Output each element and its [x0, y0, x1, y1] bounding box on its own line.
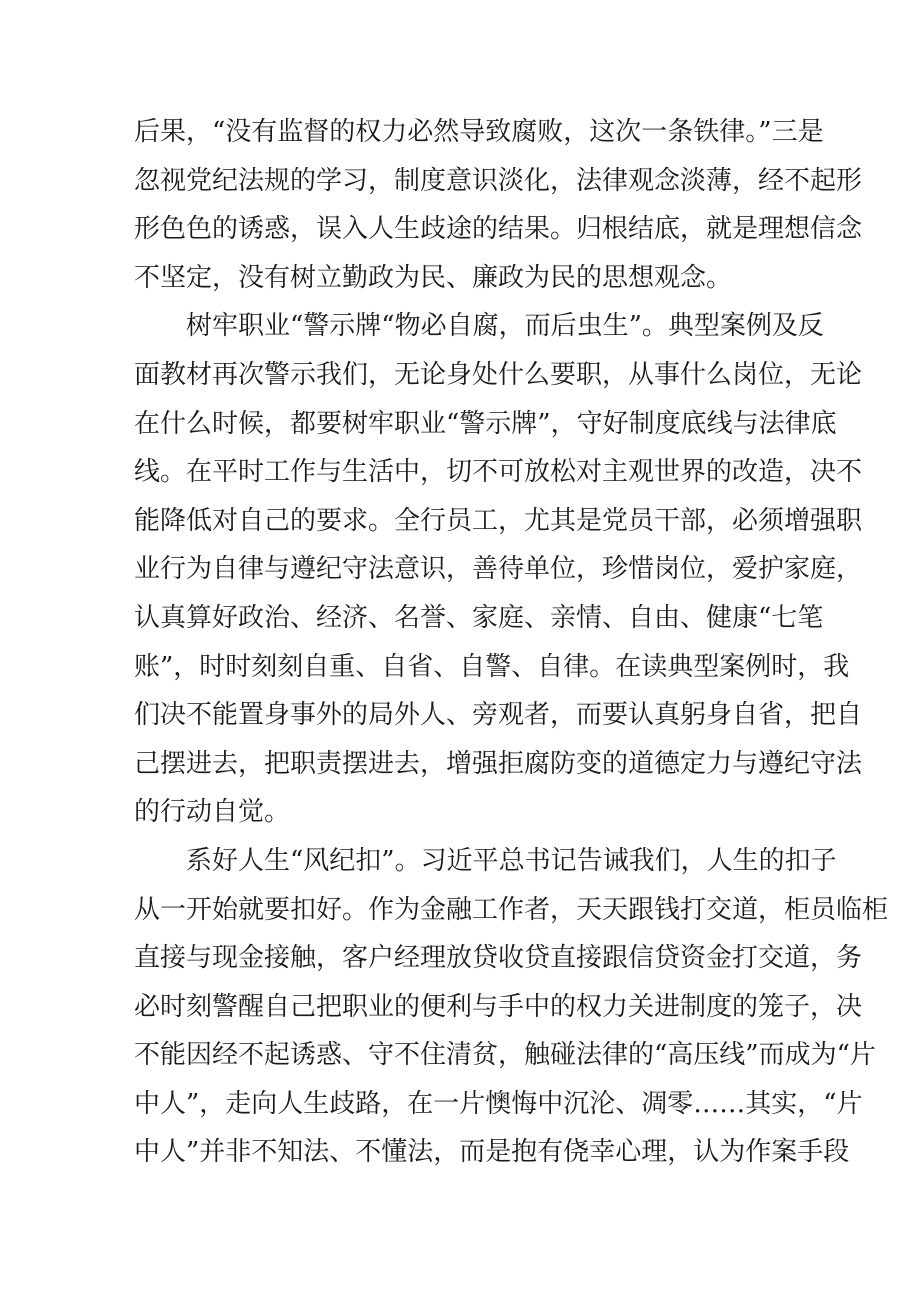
text-line: 从一开始就要扣好。作为金融工作者，天天跟钱打交道，柜员临柜 [134, 894, 889, 925]
text-line: 后果，“没有监督的权力必然导致腐败，这次一条铁律。”三是 [134, 117, 824, 147]
text-line: 不能因经不起诱惑、守不住清贫，触碰法律的“高压线”而成为“片 [134, 1040, 876, 1071]
text-line: 直接与现金接触，客户经理放贷收贷直接跟信贷资金打交道，务 [134, 943, 863, 974]
text-line: 能降低对自己的要求。全行员工，尤其是党员干部，必须增强职 [134, 505, 863, 536]
document-body [134, 108, 889, 1177]
text-line: 树牢职业“警示牌“物必自腐，而后虫生”。典型案例及反 [134, 311, 824, 342]
text-line: 形色色的诱惑，误入人生歧途的结果。归根结底，就是理想信念 [134, 214, 863, 245]
text-line: 账”，时时刻刻自重、自省、自警、自律。在读典型案例时，我 [134, 651, 850, 682]
text-line: 必时刻警醒自己把职业的便利与手中的权力关进制度的笼子，决 [134, 991, 863, 1022]
paragraph-1 [134, 108, 863, 302]
text-line: 在什么时候，都要树牢职业“警示牌”，守好制度底线与法律底 [134, 408, 837, 439]
text-line: 己摆进去，把职责摆进去，增强拒腐防变的道德定力与遵纪守法 [134, 748, 863, 779]
paragraph-2 [134, 302, 863, 837]
text-line: 业行为自律与遵纪守法意识，善待单位，珍惜岗位，爱护家庭， [134, 554, 863, 585]
text-line: 忽视党纪法规的学习，制度意识淡化，法律观念淡薄，经不起形 [134, 165, 863, 196]
text-line: 不坚定，没有树立勤政为民、廉政为民的思想观念。 [134, 262, 733, 293]
text-line: 的行动自觉。 [134, 797, 291, 828]
text-line: 面教材再次警示我们，无论身处什么要职，从事什么岗位，无论 [134, 359, 863, 390]
text-line: 中人”并非不知法、不懂法，而是抱有侥幸心理，认为作案手段 [134, 1137, 850, 1168]
paragraph-3 [134, 837, 889, 1177]
text-line: 系好人生“风纪扣”。习近平总书记告诫我们，人生的扣子 [134, 845, 837, 876]
text-line: 们决不能置身事外的局外人、旁观者，而要认真躬身自省，把自 [134, 700, 863, 731]
text-line: 认真算好政治、经济、名誉、家庭、亲情、自由、健康“七笔 [134, 602, 824, 633]
text-line: 中人”，走向人生歧路，在一片懊悔中沉沦、凋零……其实，“片 [134, 1088, 863, 1119]
text-line: 线。在平时工作与生活中，切不可放松对主观世界的改造，决不 [134, 457, 863, 488]
